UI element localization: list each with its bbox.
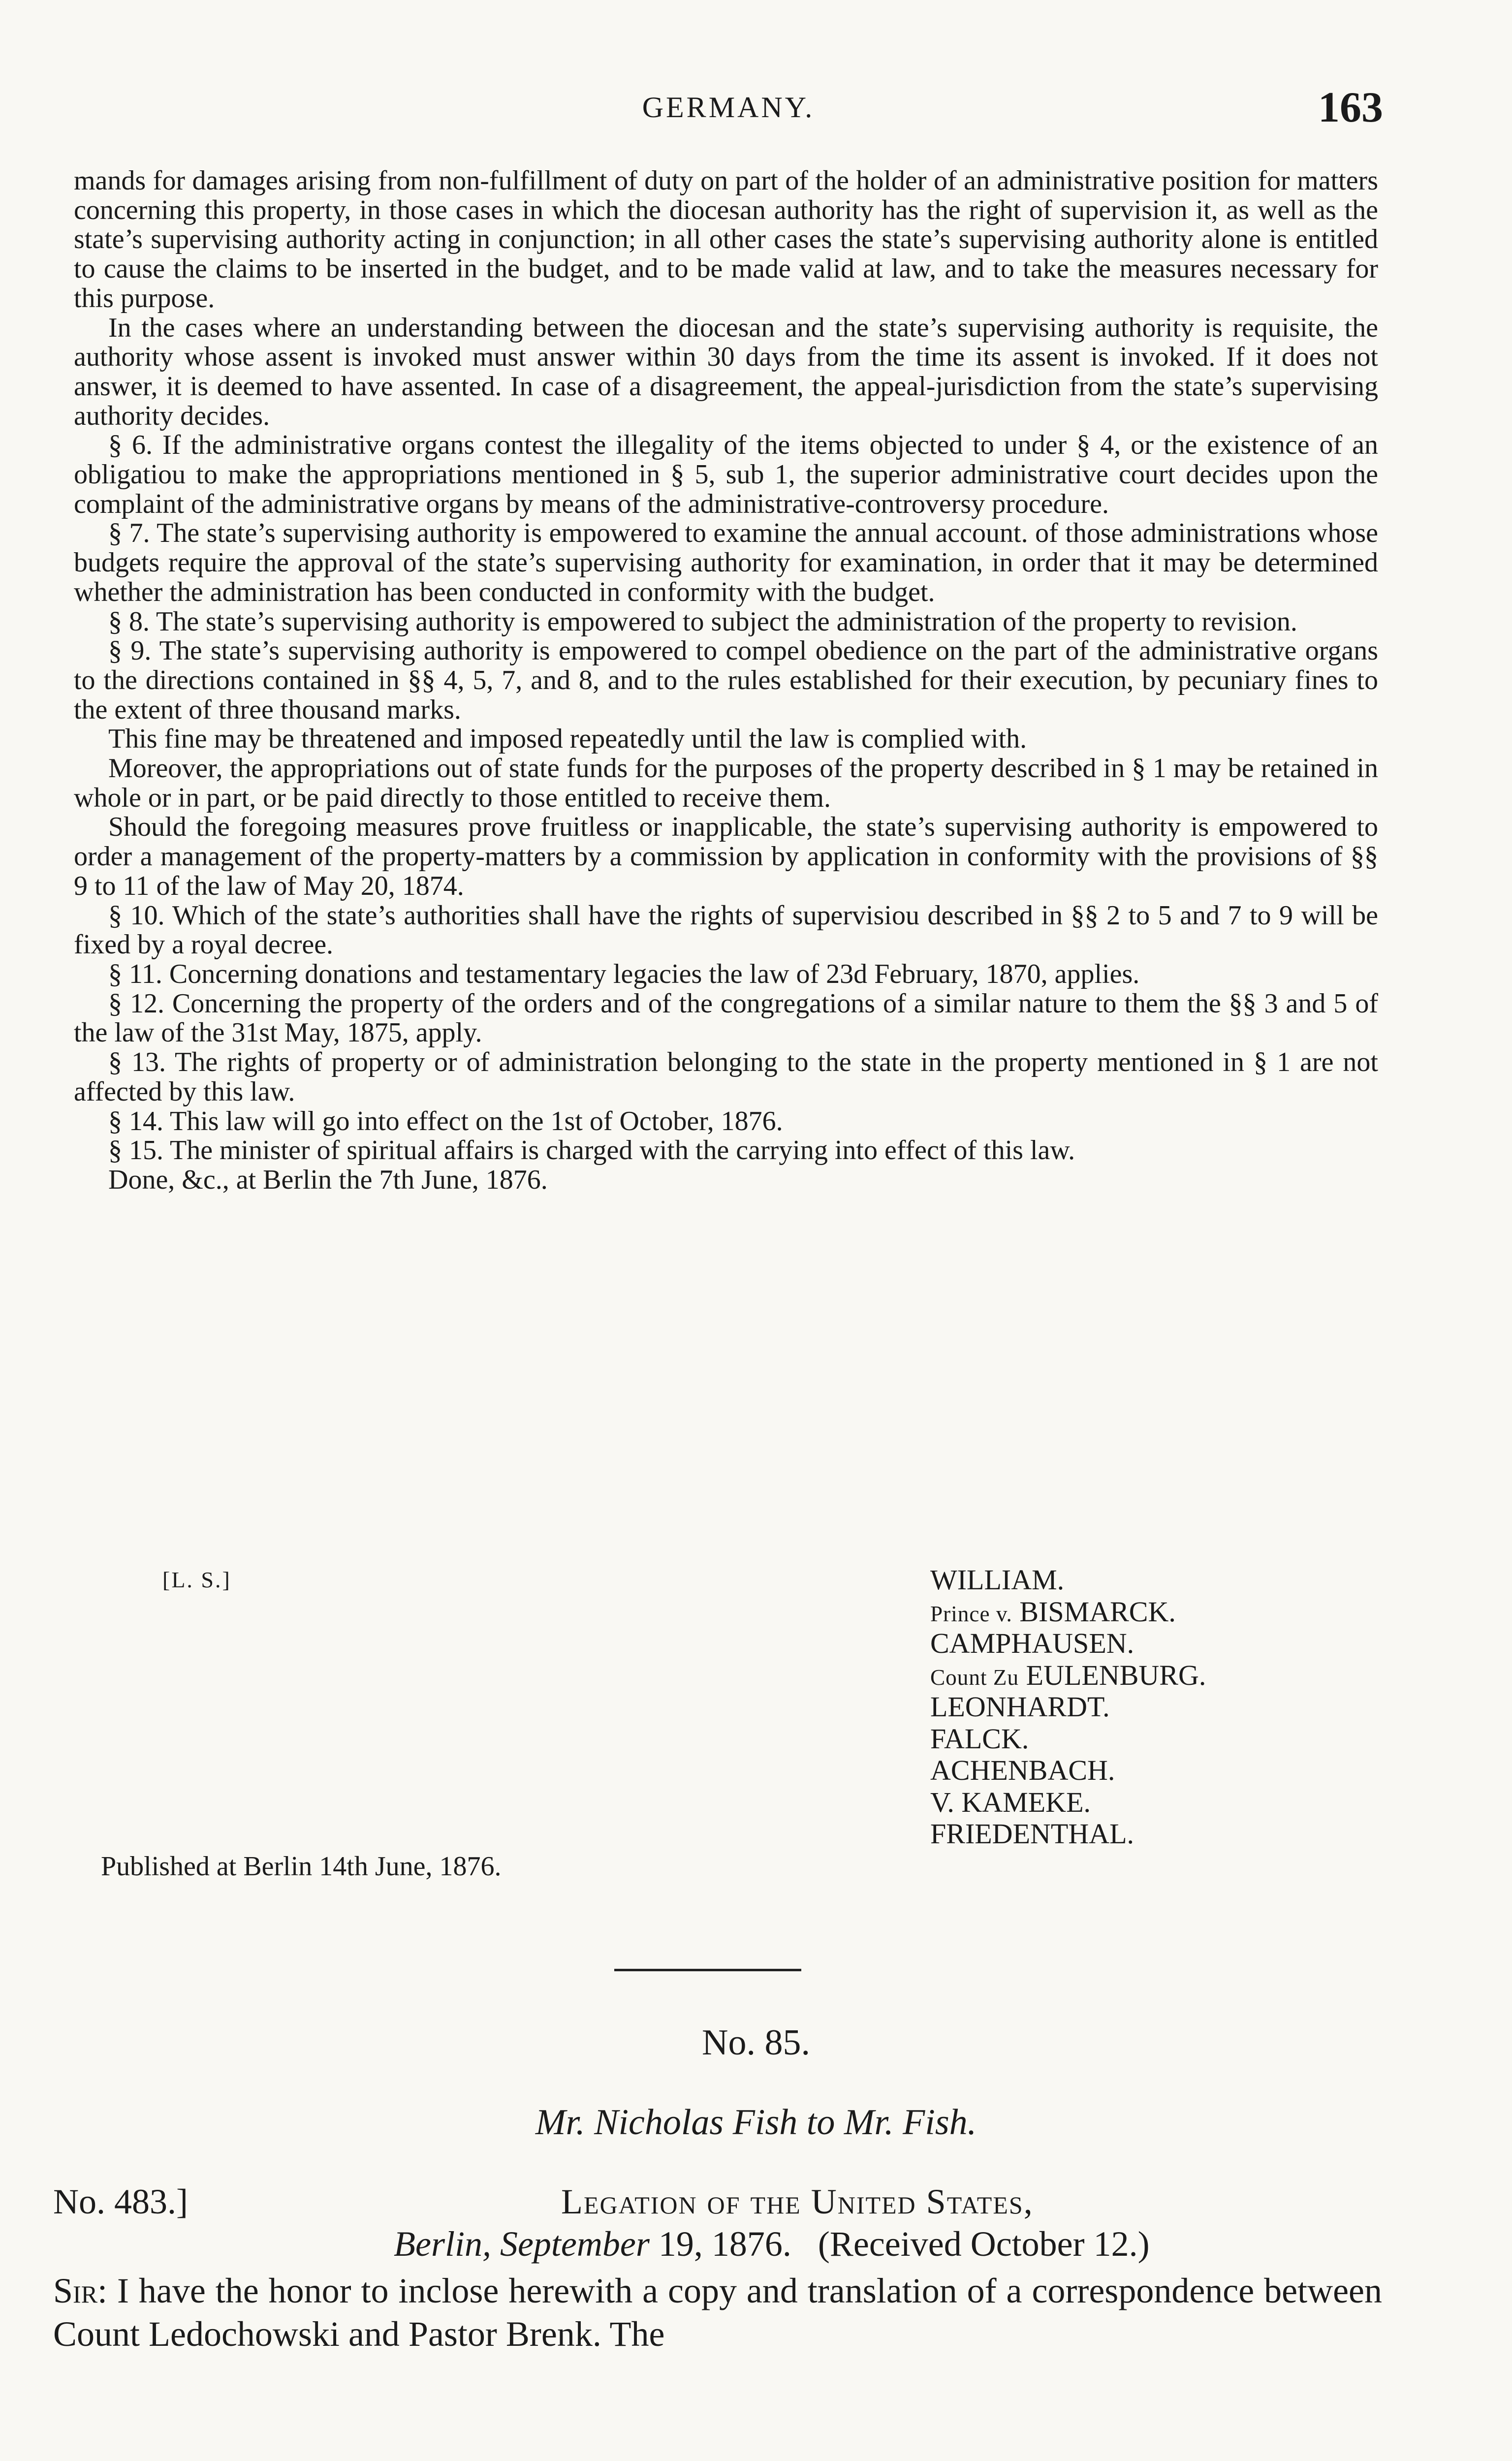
signatory-name: WILLIAM. [930,1564,1065,1596]
paragraph: Should the foregoing measures prove fruitless or inapplicable, the state’s supervising authority is empowered to order a management of the property-matters by a commission by application in conformity with the provisions of §§ 9 to 11 of the law of May 20, 1874. [74,812,1378,901]
signatory [930,1629,1206,1661]
paragraph: § 9. The state’s supervising authority is empowered to compel obedience on the part of the administrative organs to the directions contained in §§ 4, 5, 7, and 8, and to the rules established for their execution, by pecuniary fines to the extent of three thousand marks. [74,635,1378,725]
correspondents-heading: Mr. Nicholas Fish to Mr. Fish. [535,2102,977,2143]
letter-body [53,2269,1382,2356]
signatory-name: LEONHARDT. [930,1691,1110,1723]
paragraph: § 11. Concerning donations and testamentary legacies the law of 23d February, 1870, applies. [108,958,1140,989]
signatory-name: CAMPHAUSEN. [930,1627,1134,1659]
legation-name: Legation of the United States, [561,2182,1034,2221]
paragraph: This fine may be threatened and imposed repeatedly until the law is complied with. [108,724,1027,755]
dateline-date: 19, 1876. [649,2224,791,2264]
paragraph: § 8. The state’s supervising authority is empowered to subject the administration of the property to revision. [108,606,1297,637]
running-head: GERMANY. [642,91,815,124]
page-header [74,83,1383,142]
dateline-place: Berlin, September [394,2224,650,2264]
page-number: 163 [1318,84,1383,131]
signatory-name: FALCK. [930,1722,1029,1755]
paragraph: § 14. This law will go into effect on the 1st of October, 1876. [108,1105,783,1136]
seal-mark: [L. S.] [162,1567,231,1592]
signatory [930,1819,1206,1851]
signatory-name: BISMARCK. [1019,1595,1176,1628]
signatory-name: V. KAMEKE. [930,1786,1091,1818]
paragraph: In the cases where an understanding between the diocesan and the state’s supervising authority is requisite, the authority whose assent is invoked must answer within 30 days from the time its assent is invoked. If it does not answer, it is deemed to have assented. In case of a disagreement, the appeal-jurisdiction from the state’s supervising authority decides. [74,312,1378,431]
signatory-name: FRIEDENTHAL. [930,1818,1134,1850]
salutation: Sir [53,2271,98,2310]
section-divider [614,1969,801,1971]
paragraph: Moreover, the appropriations out of state funds for the purposes of the property described in § 1 may be retained in whole or in part, or be paid directly to those entitled to receive them. [74,753,1378,813]
legation-heading [561,2181,1034,2222]
paragraph: § 10. Which of the state’s authorities shall have the rights of supervisiou described in §§ 2 to 5 and 7 to 9 will be fixed by a royal decree. [74,900,1378,960]
paragraph: § 6. If the administrative organs contest the illegality of the items objected to under § 4, or the existence of an obligatiou to make the appropriations mentioned in § 5, sub 1, the superior administrative court decides upon the complaint of the administrative organs by means of the administrative-controversy procedure. [74,430,1378,519]
law-text [74,166,1378,1195]
received-note: (Received October 12.) [818,2224,1150,2264]
signatory [930,1565,1206,1597]
signatory-title: Count Zu [930,1665,1019,1690]
dateline [394,2224,1150,2265]
paragraph: § 13. The rights of property or of administration belonging to the state in the property mentioned in § 1 are not affected by this law. [74,1047,1378,1107]
signatory [930,1597,1206,1629]
paragraph: § 15. The minister of spiritual affairs is charged with the carrying into effect of this law. [108,1135,1075,1166]
signatory-name: EULENBURG. [1026,1659,1206,1691]
paragraph: mands for damages arising from non-fulfillment of duty on part of the holder of an administrative position for matters concerning this property, in those cases in which the diocesan authority has the right of supervision it, as well as the state’s supervising authority acting in conjunction; in all other cases the state’s supervising authority alone is entitled to cause the claims to be inserted in the budget, and to be made valid at law, and to take the measures necessary for this purpose. [74,165,1378,314]
publication-note: Published at Berlin 14th June, 1876. [101,1851,502,1882]
signatory [930,1692,1206,1724]
paragraph: § 7. The state’s supervising authority is empowered to examine the annual account. of those administrations whose budgets require the approval of the state’s supervising authority for examination, in order that it may be determined whether the administration has been conducted in conformity with the budget. [74,518,1378,607]
paragraph: Done, &c., at Berlin the 7th June, 1876. [108,1164,548,1195]
signatory-title: Prince v. [930,1601,1012,1626]
letter-text: : I have the honor to inclose herewith a copy and translation of a correspondence between Count Ledochowski and Pastor Brenk. The [53,2271,1382,2354]
signatory [930,1661,1206,1693]
paragraph: § 12. Concerning the property of the orders and of the congregations of a similar nature to them the §§ 3 and 5 of the law of the 31st May, 1875, apply. [74,988,1378,1048]
signatory-name: ACHENBACH. [930,1754,1115,1786]
signatory [930,1724,1206,1756]
despatch-number: No. 483.] [53,2182,188,2221]
signatory [930,1788,1206,1820]
signatory [930,1756,1206,1788]
signatory-list [930,1565,1206,1851]
document-number: No. 85. [702,2022,810,2063]
